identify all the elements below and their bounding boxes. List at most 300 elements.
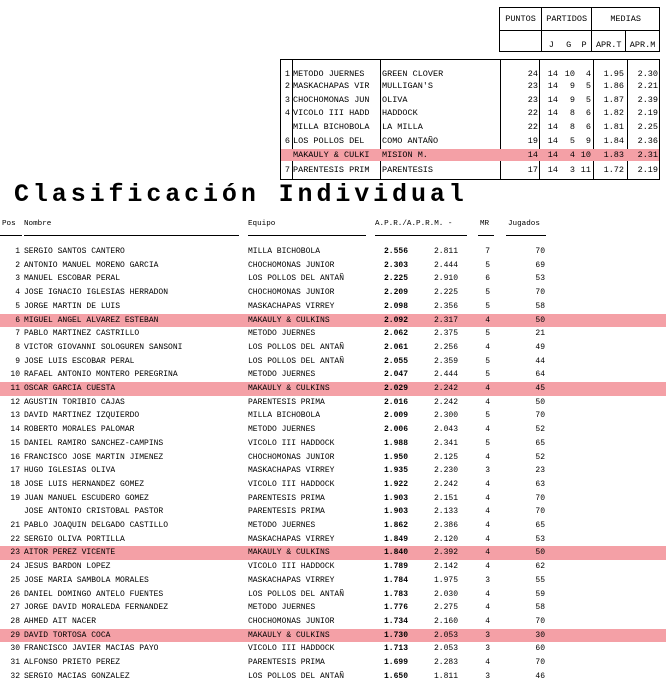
player-cell-team: MAKAULY & CULKINS xyxy=(248,384,330,393)
player-cell-jug: 50 xyxy=(535,315,545,325)
player-cell-pos: 32 xyxy=(10,671,20,681)
header-apr: A.P.R./A.P.R.M. - xyxy=(375,220,453,228)
player-cell-jug: 65 xyxy=(535,438,545,448)
header-p: P xyxy=(577,31,592,52)
team-cell-apr-t: 1.95 xyxy=(603,69,624,79)
team-cell-name1: PARENTESIS PRIM xyxy=(293,165,370,175)
header-mr: MR xyxy=(480,220,490,228)
player-cell-pos: 25 xyxy=(10,575,20,585)
player-cell-mr: 4 xyxy=(485,315,490,325)
player-row xyxy=(0,478,666,492)
player-row xyxy=(0,451,666,465)
player-cell-name: VICTOR GIOVANNI SOLOGUREN SANSONI xyxy=(24,342,183,352)
team-cell-g: 8 xyxy=(569,122,575,132)
player-row xyxy=(0,300,666,314)
player-cell-pos: 19 xyxy=(10,493,20,503)
header-underline xyxy=(248,235,366,236)
player-cell-name: JESUS BARDON LOPEZ xyxy=(24,562,111,572)
player-cell-mr: 3 xyxy=(485,644,490,654)
player-cell-apr: 2.006 xyxy=(383,425,408,435)
team-cell-name2: HADDOCK xyxy=(382,108,418,118)
team-cell-name2: COMO ANTAÑO xyxy=(382,136,439,146)
team-cell-j: 14 xyxy=(547,136,558,146)
player-cell-team: MAKAULY & CULKINS xyxy=(248,548,330,558)
player-cell-aprm: 2.225 xyxy=(433,288,458,298)
player-cell-pos: 22 xyxy=(10,534,20,544)
player-cell-name: JORGE DAVID MORALEDA FERNANDEZ xyxy=(24,603,169,613)
team-cell-j: 14 xyxy=(547,150,558,160)
player-cell-team: MAKAULY & CULKINS xyxy=(248,315,330,325)
player-cell-pos: 13 xyxy=(10,411,20,421)
team-cell-p: 6 xyxy=(585,122,591,132)
team-cell-pos: 3 xyxy=(284,95,290,105)
player-cell-name: JOSE ANTONIO CRISTOBAL PASTOR xyxy=(24,507,164,517)
player-cell-apr: 2.225 xyxy=(383,274,408,284)
player-cell-name: FRANCISCO JOSE MARTIN JIMENEZ xyxy=(24,452,164,462)
player-cell-name: JUAN MANUEL ESCUDERO GOMEZ xyxy=(24,493,149,503)
player-cell-aprm: 2.242 xyxy=(433,384,458,393)
player-cell-mr: 4 xyxy=(485,603,490,613)
player-cell-apr: 1.650 xyxy=(383,671,408,681)
player-cell-team: MAKAULY & CULKINS xyxy=(248,630,330,640)
player-row xyxy=(0,505,666,519)
player-cell-apr: 1.903 xyxy=(383,507,408,517)
player-cell-jug: 52 xyxy=(535,452,545,462)
player-cell-mr: 5 xyxy=(485,260,490,270)
player-cell-jug: 70 xyxy=(535,288,545,298)
team-cell-name1: MASKACHAPAS VIR xyxy=(293,81,370,91)
player-cell-team: MASKACHAPAS VIRREY xyxy=(248,466,335,476)
player-cell-pos: 6 xyxy=(15,315,20,325)
player-row xyxy=(0,409,666,423)
player-cell-aprm: 2.142 xyxy=(433,562,458,572)
team-cell-apr-t: 1.72 xyxy=(603,165,624,175)
player-cell-mr: 5 xyxy=(485,329,490,339)
player-cell-apr: 2.303 xyxy=(383,260,408,270)
team-cell-apr-m: 2.36 xyxy=(637,136,658,146)
player-cell-name: ANTONIO MANUEL MORENO GARCIA xyxy=(24,260,159,270)
team-cell-name2: LA MILLA xyxy=(382,122,423,132)
player-cell-name: JOSE LUIS HERNANDEZ GOMEZ xyxy=(24,479,145,489)
player-cell-name: DAVID MARTINEZ IZQUIERDO xyxy=(24,411,140,421)
team-row xyxy=(281,121,659,133)
player-row xyxy=(0,546,666,560)
header-g: G xyxy=(561,31,577,52)
player-cell-apr: 1.713 xyxy=(383,644,408,654)
player-cell-jug: 69 xyxy=(535,260,545,270)
player-cell-team: MASKACHAPAS VIRREY xyxy=(248,575,335,585)
player-cell-pos: 26 xyxy=(10,589,20,599)
player-cell-mr: 4 xyxy=(485,452,490,462)
player-cell-apr: 1.699 xyxy=(383,658,408,667)
team-standings-table xyxy=(280,59,660,180)
team-cell-pos: 6 xyxy=(284,136,290,146)
player-cell-name: AITOR PEREZ VICENTE xyxy=(24,548,116,558)
player-cell-jug: 70 xyxy=(535,616,545,626)
player-cell-mr: 4 xyxy=(485,616,490,626)
player-cell-mr: 4 xyxy=(485,493,490,503)
player-cell-jug: 52 xyxy=(535,425,545,435)
player-cell-team: MASKACHAPAS VIRREY xyxy=(248,301,335,311)
player-cell-aprm: 2.341 xyxy=(433,438,458,448)
player-cell-apr: 1.840 xyxy=(383,548,408,558)
player-cell-team: PARENTESIS PRIMA xyxy=(248,493,325,503)
player-cell-mr: 3 xyxy=(485,671,490,681)
player-row xyxy=(0,259,666,273)
team-cell-j: 14 xyxy=(547,81,558,91)
player-cell-team: VICOLO III HADDOCK xyxy=(248,644,335,654)
player-cell-pos: 3 xyxy=(15,274,20,284)
player-cell-apr: 1.922 xyxy=(383,479,408,489)
team-cell-pos: 2 xyxy=(284,81,290,91)
team-cell-apr-m: 2.39 xyxy=(637,95,658,105)
player-cell-pos: 4 xyxy=(15,288,20,298)
team-cell-j: 14 xyxy=(547,108,558,118)
player-cell-team: METODO JUERNES xyxy=(248,370,316,380)
player-cell-pos: 14 xyxy=(10,425,20,435)
player-cell-pos: 29 xyxy=(10,630,20,640)
player-cell-team: MILLA BICHOBOLA xyxy=(248,411,321,421)
player-row xyxy=(0,437,666,451)
team-cell-j: 14 xyxy=(547,165,558,175)
player-cell-name: JOSE MARIA SAMBOLA MORALES xyxy=(24,575,149,585)
player-cell-jug: 70 xyxy=(535,507,545,517)
player-cell-jug: 70 xyxy=(535,247,545,256)
team-cell-g: 9 xyxy=(569,95,575,105)
header-partidos: PARTIDOS xyxy=(542,8,592,31)
team-cell-apr-t: 1.87 xyxy=(603,95,624,105)
player-cell-aprm: 2.444 xyxy=(433,260,458,270)
player-cell-name: AHMED AIT NACER xyxy=(24,616,97,626)
player-row xyxy=(0,670,666,683)
player-cell-mr: 5 xyxy=(485,438,490,448)
header-puntos: PUNTOS xyxy=(500,8,542,31)
player-cell-aprm: 2.811 xyxy=(433,247,458,256)
player-cell-apr: 2.029 xyxy=(383,384,408,393)
player-cell-jug: 50 xyxy=(535,397,545,407)
team-cell-p: 6 xyxy=(585,108,591,118)
header-j: J xyxy=(542,31,561,52)
team-cell-apr-m: 2.30 xyxy=(637,69,658,79)
team-cell-g: 10 xyxy=(564,69,575,79)
header-medias: MEDIAS xyxy=(592,8,660,31)
player-row xyxy=(0,533,666,547)
player-cell-apr: 2.209 xyxy=(383,288,408,298)
player-cell-name: PABLO JOAQUIN DELGADO CASTILLO xyxy=(24,521,169,530)
player-cell-apr: 2.098 xyxy=(383,301,408,311)
player-cell-aprm: 2.242 xyxy=(433,479,458,489)
team-cell-apr-m: 2.25 xyxy=(637,122,658,132)
player-cell-name: RAFAEL ANTONIO MONTERO PEREGRINA xyxy=(24,370,178,380)
player-cell-pos: 5 xyxy=(15,301,20,311)
team-cell-pos: 7 xyxy=(284,165,290,175)
team-cell-p: 5 xyxy=(585,81,591,91)
player-row xyxy=(0,423,666,437)
player-cell-apr: 2.009 xyxy=(383,411,408,421)
player-cell-team: PARENTESIS PRIMA xyxy=(248,397,325,407)
team-cell-apr-t: 1.82 xyxy=(603,108,624,118)
player-row xyxy=(0,615,666,629)
player-cell-pos: 27 xyxy=(10,603,20,613)
player-cell-aprm: 2.386 xyxy=(433,521,458,530)
player-row xyxy=(0,560,666,574)
team-cell-apr-t: 1.83 xyxy=(603,150,624,160)
player-cell-pos: 2 xyxy=(15,260,20,270)
player-cell-apr: 2.556 xyxy=(383,247,408,256)
player-cell-mr: 6 xyxy=(485,274,490,284)
player-row xyxy=(0,656,666,670)
player-cell-team: METODO JUERNES xyxy=(248,425,316,435)
player-cell-jug: 65 xyxy=(535,521,545,530)
player-cell-mr: 5 xyxy=(485,288,490,298)
player-cell-mr: 4 xyxy=(485,507,490,517)
team-cell-name2: GREEN CLOVER xyxy=(382,69,444,79)
team-row xyxy=(281,107,659,119)
team-cell-g: 5 xyxy=(569,136,575,146)
individual-table-header xyxy=(0,218,666,232)
team-cell-g: 3 xyxy=(569,165,575,175)
player-cell-apr: 2.092 xyxy=(383,315,408,325)
player-cell-name: HUGO IGLESIAS OLIVA xyxy=(24,466,116,476)
player-cell-pos: 10 xyxy=(10,370,20,380)
header-pos: Pos xyxy=(2,220,16,228)
team-cell-name1: CHOCHOMONAS JUN xyxy=(293,95,370,105)
player-cell-jug: 60 xyxy=(535,644,545,654)
team-cell-name1: LOS POLLOS DEL xyxy=(293,136,365,146)
player-row xyxy=(0,286,666,300)
team-cell-g: 8 xyxy=(569,108,575,118)
player-cell-name: MANUEL ESCOBAR PERAL xyxy=(24,274,121,284)
player-cell-aprm: 2.125 xyxy=(433,452,458,462)
player-cell-team: LOS POLLOS DEL ANTAÑ xyxy=(248,589,345,599)
player-cell-aprm: 2.230 xyxy=(433,466,458,476)
player-cell-mr: 5 xyxy=(485,356,490,366)
player-row xyxy=(0,272,666,286)
player-cell-name: SERGIO SANTOS CANTERO xyxy=(24,247,125,256)
player-cell-mr: 5 xyxy=(485,411,490,421)
player-cell-pos: 17 xyxy=(10,466,20,476)
player-cell-mr: 4 xyxy=(485,548,490,558)
team-cell-pts: 14 xyxy=(527,150,538,160)
player-cell-aprm: 1.811 xyxy=(433,671,458,681)
player-cell-aprm: 2.053 xyxy=(433,630,458,640)
team-row xyxy=(281,80,659,92)
player-cell-aprm: 2.133 xyxy=(433,507,458,517)
player-row xyxy=(0,382,666,396)
player-cell-pos: 7 xyxy=(15,329,20,339)
team-cell-apr-t: 1.84 xyxy=(603,136,624,146)
player-cell-apr: 1.783 xyxy=(383,589,408,599)
header-underline xyxy=(0,235,22,236)
player-cell-mr: 4 xyxy=(485,562,490,572)
team-cell-g: 9 xyxy=(569,81,575,91)
player-cell-jug: 44 xyxy=(535,356,545,366)
player-cell-mr: 4 xyxy=(485,425,490,435)
player-cell-jug: 23 xyxy=(535,466,545,476)
player-row xyxy=(0,314,666,328)
player-cell-mr: 4 xyxy=(485,342,490,352)
team-cell-p: 4 xyxy=(585,69,591,79)
player-cell-name: AGUSTIN TORIBIO CAJAS xyxy=(24,397,125,407)
player-cell-aprm: 2.359 xyxy=(433,356,458,366)
player-row xyxy=(0,519,666,533)
player-cell-aprm: 2.242 xyxy=(433,397,458,407)
team-cell-name2: OLIVA xyxy=(382,95,408,105)
player-cell-pos: 23 xyxy=(10,548,20,558)
player-cell-aprm: 2.120 xyxy=(433,534,458,544)
player-cell-mr: 3 xyxy=(485,630,490,640)
player-cell-jug: 70 xyxy=(535,658,545,667)
player-cell-team: METODO JUERNES xyxy=(248,521,316,530)
player-cell-apr: 2.047 xyxy=(383,370,408,380)
player-cell-aprm: 2.030 xyxy=(433,589,458,599)
player-cell-name: MIGUEL ANGEL ALVAREZ ESTEBAN xyxy=(24,315,159,325)
player-cell-pos: 15 xyxy=(10,438,20,448)
team-cell-g: 4 xyxy=(569,150,575,160)
player-cell-apr: 1.935 xyxy=(383,466,408,476)
player-row xyxy=(0,341,666,355)
player-row xyxy=(0,629,666,643)
player-cell-team: VICOLO III HADDOCK xyxy=(248,562,335,572)
player-cell-aprm: 2.910 xyxy=(433,274,458,284)
player-row xyxy=(0,464,666,478)
player-cell-mr: 4 xyxy=(485,397,490,407)
player-row xyxy=(0,355,666,369)
player-cell-name: SERGIO OLIVA PORTILLA xyxy=(24,534,125,544)
player-cell-pos: 18 xyxy=(10,479,20,489)
player-cell-name: DANIEL RAMIRO SANCHEZ-CAMPINS xyxy=(24,438,164,448)
player-cell-aprm: 2.053 xyxy=(433,644,458,654)
player-cell-jug: 63 xyxy=(535,479,545,489)
player-cell-mr: 4 xyxy=(485,384,490,393)
player-row xyxy=(0,642,666,656)
player-cell-pos: 24 xyxy=(10,562,20,572)
player-cell-team: MASKACHAPAS VIRREY xyxy=(248,534,335,544)
team-cell-apr-m: 2.31 xyxy=(637,150,658,160)
team-cell-pts: 17 xyxy=(527,165,538,175)
player-cell-apr: 1.784 xyxy=(383,575,408,585)
team-cell-pos: 4 xyxy=(284,108,290,118)
player-cell-team: LOS POLLOS DEL ANTAÑ xyxy=(248,274,345,284)
team-row xyxy=(281,149,659,161)
player-cell-pos: 30 xyxy=(10,644,20,654)
team-row xyxy=(281,135,659,147)
team-row xyxy=(281,68,659,80)
player-cell-apr: 1.950 xyxy=(383,452,408,462)
player-cell-jug: 53 xyxy=(535,534,545,544)
player-cell-apr: 1.776 xyxy=(383,603,408,613)
player-cell-aprm: 2.160 xyxy=(433,616,458,626)
player-cell-pos: 11 xyxy=(10,384,20,393)
player-cell-jug: 62 xyxy=(535,562,545,572)
team-cell-pts: 23 xyxy=(527,81,538,91)
player-cell-jug: 21 xyxy=(535,329,545,339)
player-cell-apr: 1.849 xyxy=(383,534,408,544)
player-cell-team: LOS POLLOS DEL ANTAÑ xyxy=(248,356,345,366)
player-cell-name: JORGE MARTIN DE LUIS xyxy=(24,301,121,311)
player-row xyxy=(0,574,666,588)
team-cell-pts: 22 xyxy=(527,122,538,132)
team-cell-p: 11 xyxy=(580,165,591,175)
player-cell-apr: 1.988 xyxy=(383,438,408,448)
player-cell-apr: 2.016 xyxy=(383,397,408,407)
player-cell-aprm: 2.283 xyxy=(433,658,458,667)
player-cell-mr: 5 xyxy=(485,301,490,311)
team-cell-apr-t: 1.86 xyxy=(603,81,624,91)
player-cell-aprm: 2.392 xyxy=(433,548,458,558)
player-row xyxy=(0,601,666,615)
player-cell-aprm: 2.300 xyxy=(433,411,458,421)
player-cell-team: METODO JUERNES xyxy=(248,329,316,339)
player-cell-team: PARENTESIS PRIMA xyxy=(248,507,325,517)
player-cell-apr: 1.730 xyxy=(383,630,408,640)
player-row xyxy=(0,368,666,382)
header-underline xyxy=(478,235,494,236)
team-cell-name1: MAKAULY & CULKI xyxy=(293,150,370,160)
player-cell-jug: 30 xyxy=(535,630,545,640)
team-row xyxy=(281,164,659,176)
team-cell-name2: MULLIGAN'S xyxy=(382,81,434,91)
player-cell-aprm: 2.375 xyxy=(433,329,458,339)
team-cell-pos: 1 xyxy=(284,69,290,79)
player-cell-mr: 4 xyxy=(485,534,490,544)
player-cell-apr: 1.789 xyxy=(383,562,408,572)
player-cell-name: SERGIO MACIAS GONZALEZ xyxy=(24,671,130,681)
player-cell-name: JOSE IGNACIO IGLESIAS HERRADON xyxy=(24,288,169,298)
player-cell-jug: 55 xyxy=(535,575,545,585)
player-cell-pos: 28 xyxy=(10,616,20,626)
team-cell-j: 14 xyxy=(547,69,558,79)
player-cell-jug: 49 xyxy=(535,342,545,352)
player-cell-aprm: 2.444 xyxy=(433,370,458,380)
player-cell-name: OSCAR GARCIA CUESTA xyxy=(24,384,116,393)
player-cell-pos: 9 xyxy=(15,356,20,366)
player-cell-name: PABLO MARTINEZ CASTRILLO xyxy=(24,329,140,339)
header-jugados: Jugados xyxy=(508,220,540,228)
player-cell-jug: 58 xyxy=(535,603,545,613)
header-nombre: Nombre xyxy=(24,220,52,228)
player-cell-name: DANIEL DOMINGO ANTELO FUENTES xyxy=(24,589,164,599)
player-cell-team: METODO JUERNES xyxy=(248,603,316,613)
player-cell-mr: 7 xyxy=(485,247,490,256)
player-cell-team: CHOCHOMONAS JUNIOR xyxy=(248,452,335,462)
player-cell-pos: 8 xyxy=(15,342,20,352)
player-cell-aprm: 2.151 xyxy=(433,493,458,503)
player-cell-team: CHOCHOMONAS JUNIOR xyxy=(248,288,335,298)
player-cell-mr: 5 xyxy=(485,370,490,380)
team-cell-p: 9 xyxy=(585,136,591,146)
player-cell-jug: 46 xyxy=(535,671,545,681)
team-cell-apr-m: 2.21 xyxy=(637,81,658,91)
team-cell-name1: MILLA BICHOBOLA xyxy=(293,122,370,132)
player-cell-pos: 31 xyxy=(10,658,20,667)
player-row xyxy=(0,396,666,410)
player-cell-jug: 70 xyxy=(535,411,545,421)
team-cell-j: 14 xyxy=(547,95,558,105)
player-cell-aprm: 2.356 xyxy=(433,301,458,311)
player-row xyxy=(0,327,666,341)
header-underline xyxy=(506,235,546,236)
player-cell-apr: 2.061 xyxy=(383,342,408,352)
team-cell-apr-t: 1.81 xyxy=(603,122,624,132)
player-cell-pos: 16 xyxy=(10,452,20,462)
team-cell-apr-m: 2.19 xyxy=(637,108,658,118)
header-equipo: Equipo xyxy=(248,220,276,228)
player-cell-team: VICOLO III HADDOCK xyxy=(248,479,335,489)
team-cell-j: 14 xyxy=(547,122,558,132)
player-cell-mr: 4 xyxy=(485,479,490,489)
team-cell-p: 5 xyxy=(585,95,591,105)
